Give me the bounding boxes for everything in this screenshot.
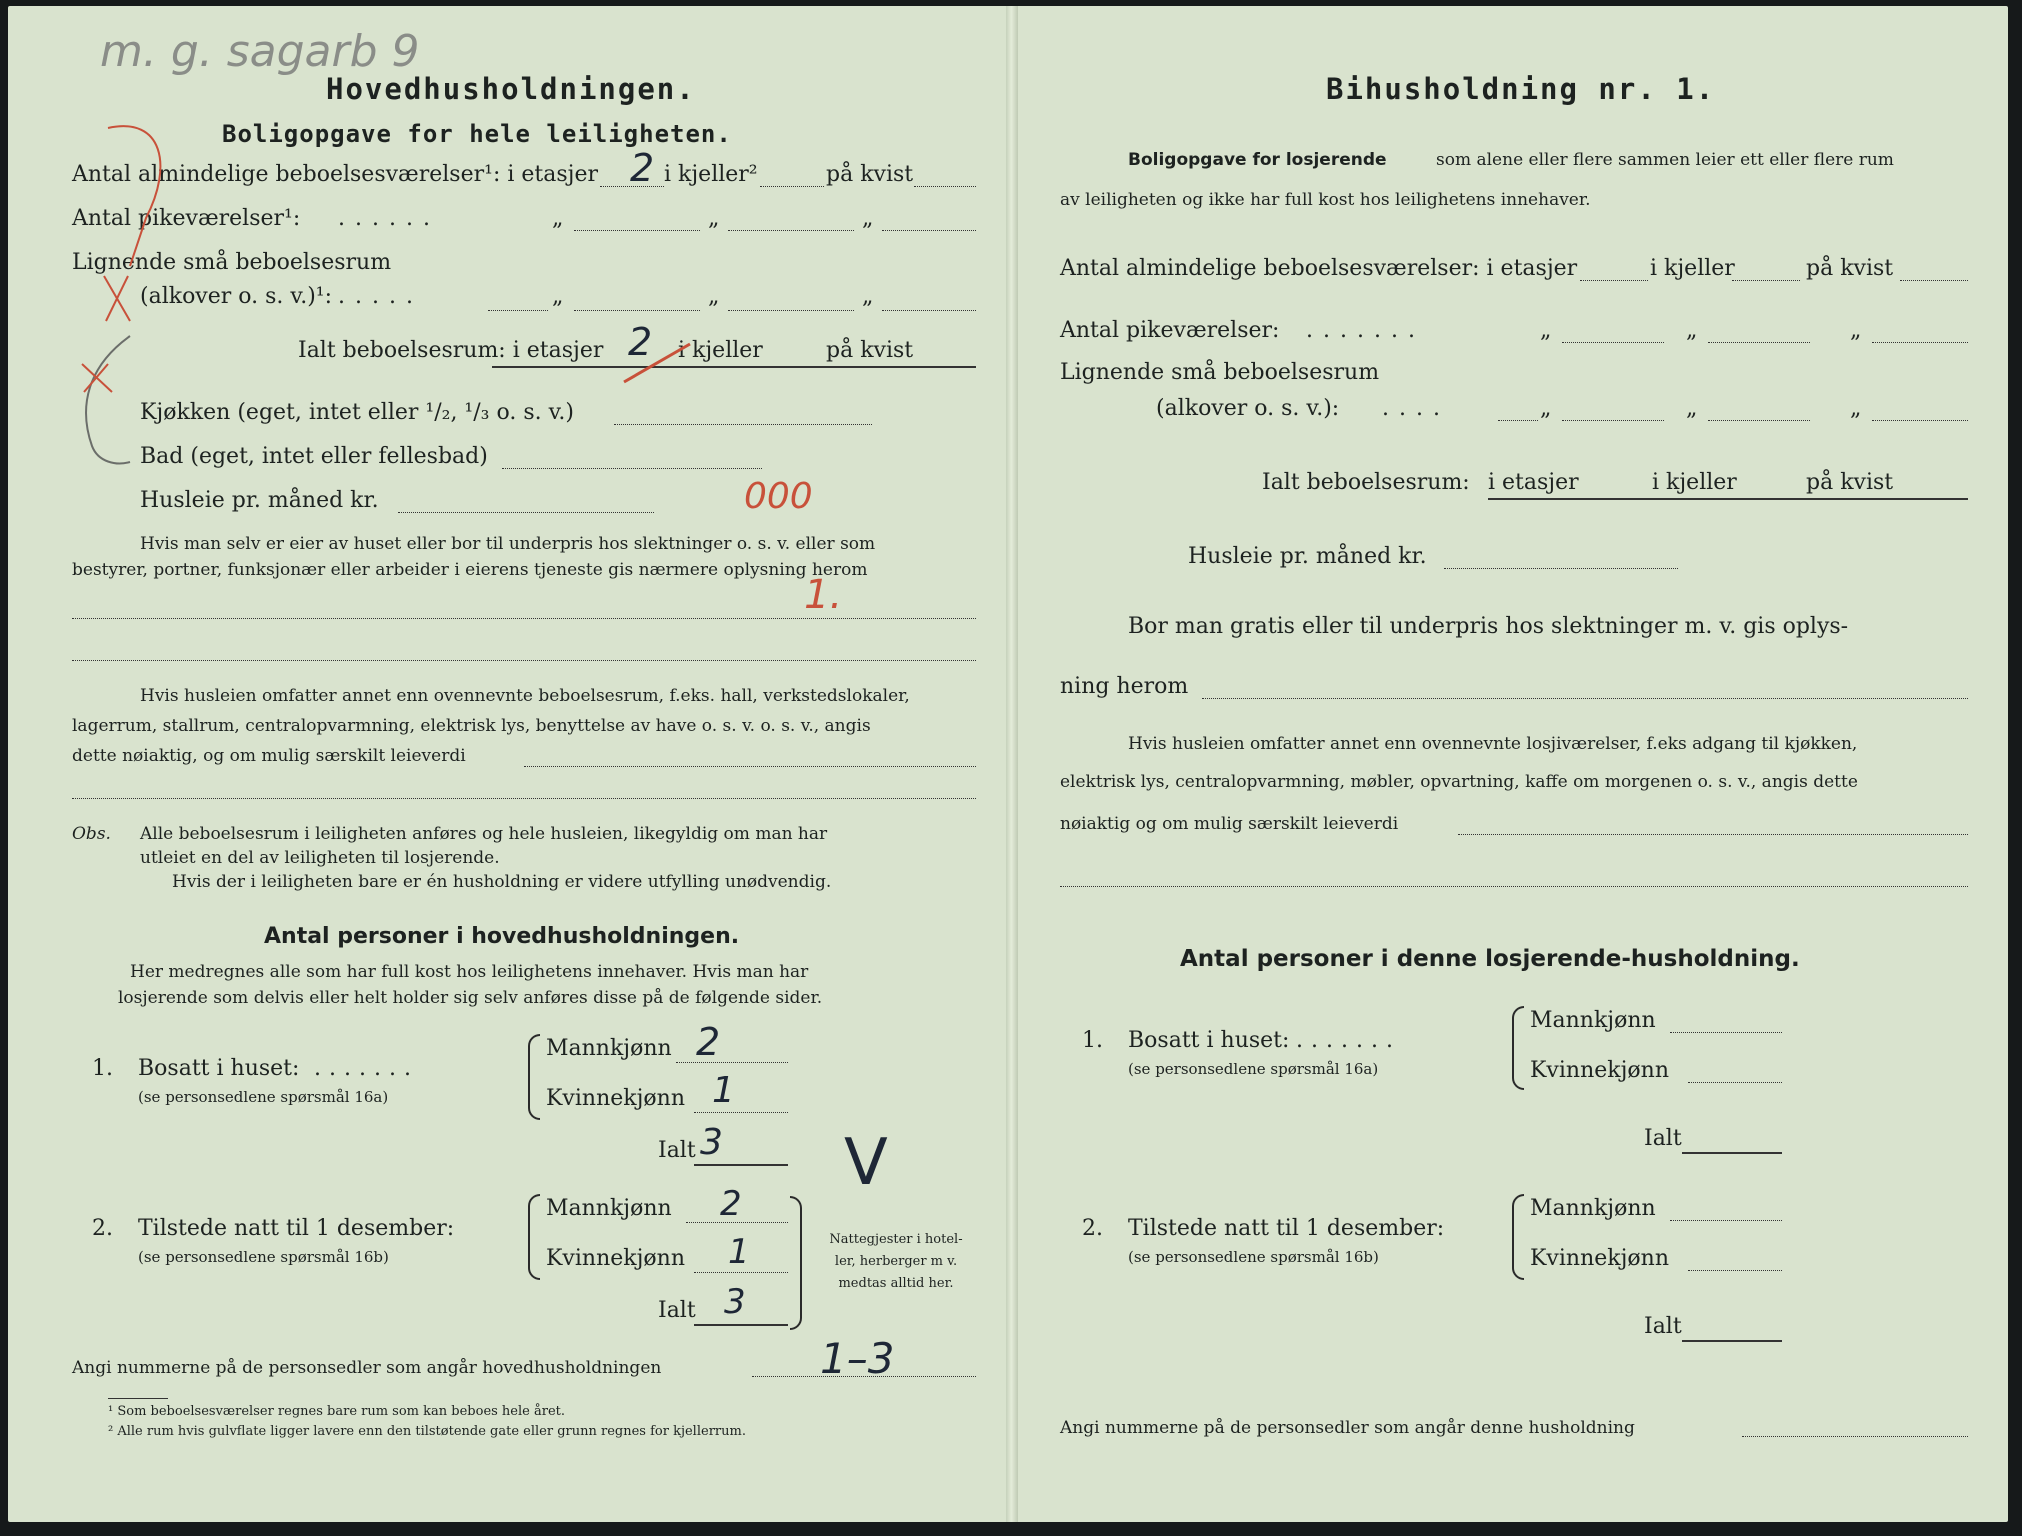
obs-text-3: Hvis der i leiligheten bare er én husholdning er videre utfylling unødvendig. <box>172 872 832 892</box>
ditto-mark: „ <box>1540 396 1552 421</box>
persons-text-2: losjerende som delvis eller helt holder sig selv anføres disse på de følgende sider. <box>118 988 823 1008</box>
footnote-rule <box>108 1398 168 1399</box>
line <box>488 310 548 311</box>
numbers-label: Angi nummerne på de personsedler som angår hovedhusholdningen <box>72 1358 662 1378</box>
total-kvist-label: på kvist <box>1806 470 1894 495</box>
owner-text-1: Hvis man selv er eier av huset eller bor til underpris hos slektninger o. s. v. eller som <box>140 534 876 554</box>
dot-leader: ....... <box>1296 1028 1401 1053</box>
rooms-label: Antal almindelige beboelsesværelser: i etasjer <box>1060 256 1578 281</box>
rooms-etasjer-value: 2 <box>630 146 655 190</box>
total-rooms-label: Ialt beboelsesrum: i etasjer <box>298 338 604 363</box>
rent-line <box>1444 568 1678 569</box>
ditto-mark: „ <box>1850 318 1862 343</box>
line <box>1670 1220 1782 1221</box>
rooms-kvist-label: på kvist <box>826 162 914 187</box>
pencil-note: m. g. sagarb 9 <box>100 26 420 77</box>
line <box>1688 1082 1782 1083</box>
line <box>676 1062 788 1063</box>
q2-mann-label: Mannkjønn <box>1530 1196 1656 1221</box>
maid-rooms-label: Antal pikeværelser¹: <box>72 206 301 231</box>
rent-line <box>398 512 654 513</box>
q1-number: 1. <box>1082 1028 1103 1053</box>
q2-number: 2. <box>92 1216 113 1241</box>
obs-text-1: Alle beboelsesrum i leiligheten anføres og hele husleien, likegyldig om man har <box>140 824 828 844</box>
total-kjeller-label: i kjeller <box>678 338 763 363</box>
q1-mann-label: Mannkjønn <box>1530 1008 1656 1033</box>
free-lodging-text-1: Bor man gratis eller til underpris hos slektninger m. v. gis oplys- <box>1128 614 1849 639</box>
q1-kvinne-value: 1 <box>712 1070 735 1111</box>
total-rooms-label: Ialt beboelsesrum: <box>1262 470 1470 495</box>
q2-kvinne-label: Kvinnekjønn <box>546 1246 685 1271</box>
left-page <box>8 6 1008 1522</box>
alcove-label: Lignende små beboelsesrum <box>1060 360 1380 385</box>
intro-text-1: som alene eller flere sammen leier ett eller flere rum <box>1436 150 1894 170</box>
includes-text-2: lagerrum, stallrum, centralopvarmning, elektrisk lys, benyttelse av have o. s. v. o. s. v., angis <box>72 716 871 736</box>
check-mark: V <box>844 1126 888 1200</box>
line <box>1872 420 1968 421</box>
alcove-sublabel: (alkover o. s. v.)¹: <box>140 284 333 309</box>
line <box>882 230 976 231</box>
kitchen-line <box>614 424 872 425</box>
kjeller-line <box>760 186 824 187</box>
obs-label: Obs. <box>72 824 111 844</box>
q1-total-line <box>694 1164 788 1166</box>
q1-sublabel: (se personsedlene spørsmål 16a) <box>1128 1060 1379 1078</box>
ditto-mark: „ <box>1540 318 1552 343</box>
q1-ialt-value: 3 <box>700 1122 723 1163</box>
rooms-label: Antal almindelige beboelsesværelser¹: i etasjer <box>72 162 599 187</box>
line <box>686 1222 788 1223</box>
q1-label: Bosatt i huset: <box>1128 1028 1290 1053</box>
persons-heading: Antal personer i denne losjerende-husholdning. <box>1180 946 1800 972</box>
q2-kvinne-label: Kvinnekjønn <box>1530 1246 1669 1271</box>
line <box>694 1272 788 1273</box>
q2-total-line <box>694 1324 788 1326</box>
q2-number: 2. <box>1082 1216 1103 1241</box>
bath-line <box>502 468 762 469</box>
q2-ialt-value: 3 <box>724 1282 746 1322</box>
includes-text-3: dette nøiaktig, og om mulig særskilt leieverdi <box>72 746 466 766</box>
includes-text-2: elektrisk lys, centralopvarmning, møbler, opvartning, kaffe om morgenen o. s. v., angis dette <box>1060 772 1858 792</box>
q2-right-brace <box>790 1196 802 1330</box>
ditto-mark: „ <box>552 206 564 231</box>
line <box>1708 342 1810 343</box>
persons-text-1: Her medregnes alle som har full kost hos leilighetens innehaver. Hvis man har <box>130 962 809 982</box>
line <box>1688 1270 1782 1271</box>
line <box>72 618 976 619</box>
alcove-sublabel: (alkover o. s. v.): <box>1156 396 1340 421</box>
q1-ialt-label: Ialt <box>658 1138 696 1163</box>
ditto-mark: „ <box>1686 396 1698 421</box>
line <box>1670 1032 1782 1033</box>
rooms-kjeller-label: i kjeller² <box>664 162 758 187</box>
includes-text-1: Hvis husleien omfatter annet enn ovennevnte losjiværelser, f.eks adgang til kjøkken, <box>1128 734 1858 754</box>
numbers-value: 1–3 <box>820 1334 895 1383</box>
line <box>72 660 976 661</box>
q2-ialt-label: Ialt <box>658 1298 696 1323</box>
footnote-2: ² Alle rum hvis gulvflate ligger lavere enn den tilstøtende gate eller grunn regnes for kjellerrum. <box>108 1424 746 1439</box>
q2-total-line <box>1682 1340 1782 1342</box>
free-lodging-text-2: ning herom <box>1060 674 1189 699</box>
ditto-mark: „ <box>552 284 564 309</box>
owner-value: 1. <box>804 572 843 618</box>
ditto-mark: „ <box>1686 318 1698 343</box>
line <box>728 310 854 311</box>
q1-total-line <box>1682 1152 1782 1154</box>
ditto-mark: „ <box>708 284 720 309</box>
line <box>1732 280 1800 281</box>
total-line <box>1488 498 1968 500</box>
q2-label: Tilstede natt til 1 desember: <box>138 1216 455 1241</box>
line <box>72 798 976 799</box>
bath-label: Bad (eget, intet eller fellesbad) <box>140 444 488 469</box>
dot-leader: ..... <box>338 284 423 309</box>
q1-kvinne-label: Kvinnekjønn <box>546 1086 685 1111</box>
line <box>1458 834 1968 835</box>
line <box>1498 420 1538 421</box>
maid-rooms-label: Antal pikeværelser: <box>1060 318 1280 343</box>
q2-brace <box>528 1194 540 1280</box>
q1-sublabel: (se personsedlene spørsmål 16a) <box>138 1088 389 1106</box>
q2-mann-label: Mannkjønn <box>546 1196 672 1221</box>
total-etasjer-label: i etasjer <box>1488 470 1579 495</box>
obs-text-2: utleiet en del av leiligheten til losjerende. <box>140 848 500 868</box>
total-kvist-label: på kvist <box>826 338 914 363</box>
footnote-1: ¹ Som beboelsesværelser regnes bare rum som kan beboes hele året. <box>108 1404 565 1419</box>
line <box>694 1112 788 1113</box>
includes-text-3: nøiaktig og om mulig særskilt leieverdi <box>1060 814 1399 834</box>
line <box>1562 420 1664 421</box>
q1-ialt-label: Ialt <box>1644 1126 1682 1151</box>
rooms-kvist-label: på kvist <box>1806 256 1894 281</box>
q2-mann-value: 2 <box>720 1184 742 1224</box>
page-title: Hovedhusholdningen. <box>326 72 696 106</box>
q1-brace <box>1512 1006 1524 1090</box>
rent-value: 000 <box>744 476 813 517</box>
guests-note-1: Nattegjester i hotel- <box>829 1232 963 1247</box>
page-title: Bihusholdning nr. 1. <box>1326 72 1716 106</box>
line <box>1900 280 1968 281</box>
includes-text-1: Hvis husleien omfatter annet enn ovennevnte beboelsesrum, f.eks. hall, verkstedslokaler, <box>140 686 910 706</box>
q2-ialt-label: Ialt <box>1644 1314 1682 1339</box>
line <box>1872 342 1968 343</box>
line <box>524 766 976 767</box>
right-page <box>1016 6 2008 1522</box>
rent-label: Husleie pr. måned kr. <box>1188 544 1427 569</box>
kvist-line <box>914 186 976 187</box>
line <box>1202 698 1968 699</box>
total-kjeller-label: i kjeller <box>1652 470 1737 495</box>
line <box>1580 280 1648 281</box>
dot-leader: ...... <box>338 206 440 231</box>
line <box>728 230 854 231</box>
q2-brace <box>1512 1194 1524 1280</box>
total-line <box>492 366 976 368</box>
q2-label: Tilstede natt til 1 desember: <box>1128 1216 1445 1241</box>
line <box>574 230 700 231</box>
kitchen-label: Kjøkken (eget, intet eller ¹/₂, ¹/₃ o. s. v.) <box>140 400 574 425</box>
line <box>882 310 976 311</box>
line <box>1708 420 1810 421</box>
q1-mann-value: 2 <box>696 1020 721 1064</box>
q2-sublabel: (se personsedlene spørsmål 16b) <box>1128 1248 1379 1266</box>
alcove-label: Lignende små beboelsesrum <box>72 250 392 275</box>
rent-label: Husleie pr. måned kr. <box>140 488 379 513</box>
q2-sublabel: (se personsedlene spørsmål 16b) <box>138 1248 389 1266</box>
dot-leader: ....... <box>314 1056 419 1081</box>
line <box>574 310 700 311</box>
q1-brace <box>528 1034 540 1120</box>
census-form-sheet <box>8 6 2008 1522</box>
ditto-mark: „ <box>1850 396 1862 421</box>
numbers-label: Angi nummerne på de personsedler som angår denne husholdning <box>1060 1418 1635 1438</box>
page-subtitle: Boligopgave for hele leiligheten. <box>222 120 732 148</box>
q1-number: 1. <box>92 1056 113 1081</box>
q2-kvinne-value: 1 <box>728 1232 750 1272</box>
dot-leader: ....... <box>1306 318 1425 343</box>
numbers-line <box>1742 1436 1968 1437</box>
persons-heading: Antal personer i hovedhusholdningen. <box>264 924 740 949</box>
line <box>1060 886 1968 887</box>
q1-mann-label: Mannkjønn <box>546 1036 672 1061</box>
intro-bold: Boligopgave for losjerende <box>1128 150 1387 170</box>
line <box>1562 342 1664 343</box>
guests-note-3: medtas alltid her. <box>838 1276 954 1291</box>
dot-leader: .... <box>1382 396 1450 421</box>
red-strike-mark <box>618 338 698 388</box>
q1-label: Bosatt i huset: <box>138 1056 300 1081</box>
owner-text-2: bestyrer, portner, funksjonær eller arbeider i eierens tjeneste gis nærmere oplysning herom <box>72 560 868 580</box>
q1-kvinne-label: Kvinnekjønn <box>1530 1058 1669 1083</box>
ditto-mark: „ <box>862 206 874 231</box>
total-etasjer-value: 2 <box>628 320 653 364</box>
intro-text-2: av leiligheten og ikke har full kost hos leilighetens innehaver. <box>1060 190 1591 210</box>
rooms-kjeller-label: i kjeller <box>1650 256 1735 281</box>
ditto-mark: „ <box>708 206 720 231</box>
ditto-mark: „ <box>862 284 874 309</box>
guests-note-2: ler, herberger m v. <box>834 1254 958 1269</box>
